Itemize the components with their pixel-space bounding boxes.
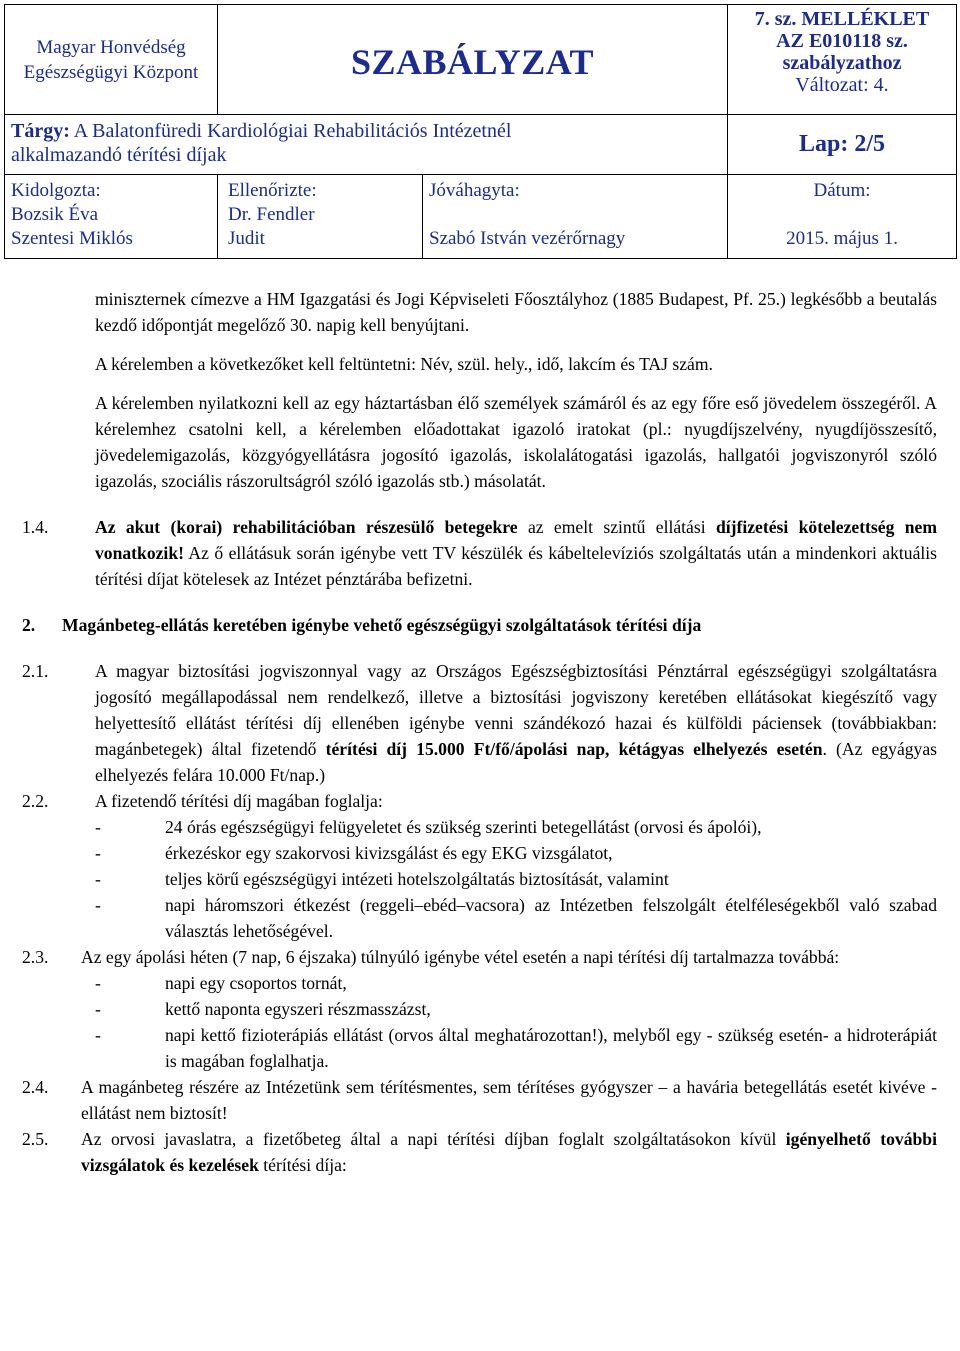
checked-name-1: Dr. Fendler (228, 204, 315, 225)
text-span: . (Az egyágyas elhelyezés felára 10.000 Ft/nap.) (95, 739, 938, 785)
section-2-heading (22, 612, 937, 638)
dash-marker: - (95, 895, 101, 915)
doc-type-title: SZABÁLYZAT (218, 5, 728, 115)
prepared-name-1: Bozsik Éva (11, 204, 99, 225)
text-span: térítési díja: (258, 1155, 347, 1175)
section-1-4 (22, 514, 937, 592)
list-item (95, 840, 937, 866)
version: Változat: 4. (795, 74, 889, 96)
approved-by-cell (423, 175, 728, 259)
document-body (22, 286, 938, 1178)
section-number: 2.1. (22, 661, 49, 681)
emphasis: igényelhető további vizsgálatok és kezelések (81, 1129, 937, 1175)
section-number: 2. (22, 615, 36, 635)
list-item (95, 814, 937, 840)
section-number: 1.4. (22, 517, 49, 537)
section-number: 2.2. (22, 791, 49, 811)
date-value: 2015. május 1. (786, 228, 898, 249)
approved-label: Jóváhagyta: (429, 180, 520, 201)
section-number: 2.3. (22, 947, 49, 967)
dash-marker: - (95, 973, 101, 993)
paragraph-1: miniszternek címezve a HM Igazgatási és Jogi Képviseleti Főosztályhoz (1885 Budapest, Pf. 25.) legkésőbb a beutalás kezdő időpontját megelőző 30. napig kell benyújtani. (95, 289, 937, 335)
list-item-text: 24 órás egészségügyi felügyeletet és szükség szerinti betegellátást (orvosi és ápolói), (165, 817, 762, 837)
text-span: az emelt szintű ellátási (517, 517, 716, 537)
dash-marker: - (95, 869, 101, 889)
subject-text-1: A Balatonfüredi Kardiológiai Rehabilitációs Intézetnél (69, 120, 512, 142)
list-item-text: napi háromszori étkezést (reggeli–ebéd–vacsora) az Intézetben felszolgált ételféleségekből való szabad választás lehetőségével. (165, 895, 937, 941)
annex-line-2: AZ E010118 sz. (776, 30, 908, 52)
emphasis-1: Az akut (korai) rehabilitációban részesülő betegekre (95, 517, 518, 537)
list-item (95, 892, 937, 944)
text-span: Az orvosi javaslatra, a fizetőbeteg által a napi térítési díjban foglalt szolgáltatásokon kívül (81, 1129, 786, 1149)
list-item-text: napi egy csoportos tornát, (165, 973, 347, 993)
org-line-2: Egészségügyi Központ (23, 62, 199, 83)
list-item-text: teljes körű egészségügyi intézeti hotelszolgáltatás biztosítását, valamint (165, 869, 669, 889)
annex-line-3: szabályzathoz (782, 52, 902, 74)
checked-label: Ellenőrizte: (228, 180, 317, 201)
checked-name-2: Judit (228, 228, 265, 249)
approved-name: Szabó István vezérőrnagy (429, 228, 626, 249)
section-2-1 (22, 658, 938, 788)
subject-text-2: alkalmazandó térítési díjak (11, 144, 227, 166)
dash-marker: - (95, 1025, 101, 1045)
emphasis-2: díjfizetési kötelezettség nem vonatkozik! (95, 517, 937, 563)
prepared-by-cell (5, 175, 218, 259)
organization-cell (5, 5, 218, 115)
list-item (95, 970, 937, 996)
org-line-1: Magyar Honvédség (36, 37, 186, 58)
date-cell (728, 175, 957, 259)
emphasis: térítési díj 15.000 Ft/fő/ápolási nap, kétágyas elhelyezés esetén (325, 739, 823, 759)
list-item (95, 996, 937, 1022)
annex-cell (728, 5, 957, 115)
annex-line-1: 7. sz. MELLÉKLET (754, 8, 930, 30)
section-text: A magánbeteg részére az Intézetünk sem térítésmentes, sem térítéses gyógyszer – a havária betegellátás esetét kivéve - ellátást nem biztosít! (81, 1077, 937, 1123)
section-title: Magánbeteg-ellátás keretében igénybe vehető egészségügyi szolgáltatások térítési díja (62, 615, 702, 635)
prepared-label: Kidolgozta: (11, 180, 101, 201)
text-span: Az ő ellátásuk során igénybe vett TV készülék és kábeltelevíziós szolgáltatás után a mindenkori aktuális térítési díjat kötelesek az Intézet pénztárába befizetni. (95, 543, 937, 589)
section-2-2 (22, 788, 937, 944)
checked-by-cell (218, 175, 423, 259)
page-number: Lap: 2/5 (728, 115, 957, 175)
section-2-4 (22, 1074, 937, 1126)
dash-marker: - (95, 817, 101, 837)
list-item (95, 866, 937, 892)
list-item-text: érkezéskor egy szakorvosi kivizsgálást és egy EKG vizsgálatot, (165, 843, 613, 863)
dash-marker: - (95, 999, 101, 1019)
section-number: 2.5. (22, 1129, 49, 1149)
subject-label: Tárgy: (11, 120, 70, 142)
section-2-3 (22, 944, 937, 1074)
section-intro: Az egy ápolási héten (7 nap, 6 éjszaka) túlnyúló igénybe vétel esetén a napi térítési díj tartalmazza továbbá: (81, 947, 840, 967)
prepared-name-2: Szentesi Miklós (11, 228, 133, 249)
list-item-text: kettő naponta egyszeri részmasszázst, (165, 999, 431, 1019)
subject-cell (5, 115, 728, 175)
paragraph-2: A kérelemben a következőket kell feltüntetni: Név, szül. hely., idő, lakcím és TAJ szám. (95, 354, 713, 374)
document-header-table (4, 4, 957, 259)
dash-marker: - (95, 843, 101, 863)
section-intro: A fizetendő térítési díj magában foglalja: (95, 791, 383, 811)
paragraph-3: A kérelemben nyilatkozni kell az egy háztartásban élő személyek számáról és az egy főre eső jövedelem összegéről. A kérelemhez csatolni kell, a kérelemben előadottakat igazoló iratokat (pl.: nyugdíjszelvény, nyugdíjösszesítő, jövedelemigazolás, közgyógyellátásra jogosító igazolás, iskolalátogatási igazolás, hallgatói jogviszonyról szóló igazolás, szociális rászorultságról szóló igazolás stb.) másolatát. (95, 393, 937, 491)
date-label: Dátum: (813, 180, 871, 201)
section-number: 2.4. (22, 1077, 49, 1097)
section-2-5 (22, 1126, 937, 1178)
text-span: A magyar biztosítási jogviszonnyal vagy az Országos Egészségbiztosítási Pénztárral egészségügyi szolgáltatásra jogosító megállapodással nem rendelkező, illetve a biztosítási jogviszony keretében ellátásokat kiegészítő vagy helyettesítő ellátást térítési díj ellenében igénybe venni szándékozó hazai és külföldi páciensek (továbbiakban: magánbetegek) által fizetendő (95, 661, 937, 759)
list-item (95, 1022, 937, 1074)
list-item-text: napi kettő fizioterápiás ellátást (orvos által meghatározottan!), melyből egy - szükség esetén- a hidroterápiát is magában foglalhatja. (165, 1025, 937, 1071)
